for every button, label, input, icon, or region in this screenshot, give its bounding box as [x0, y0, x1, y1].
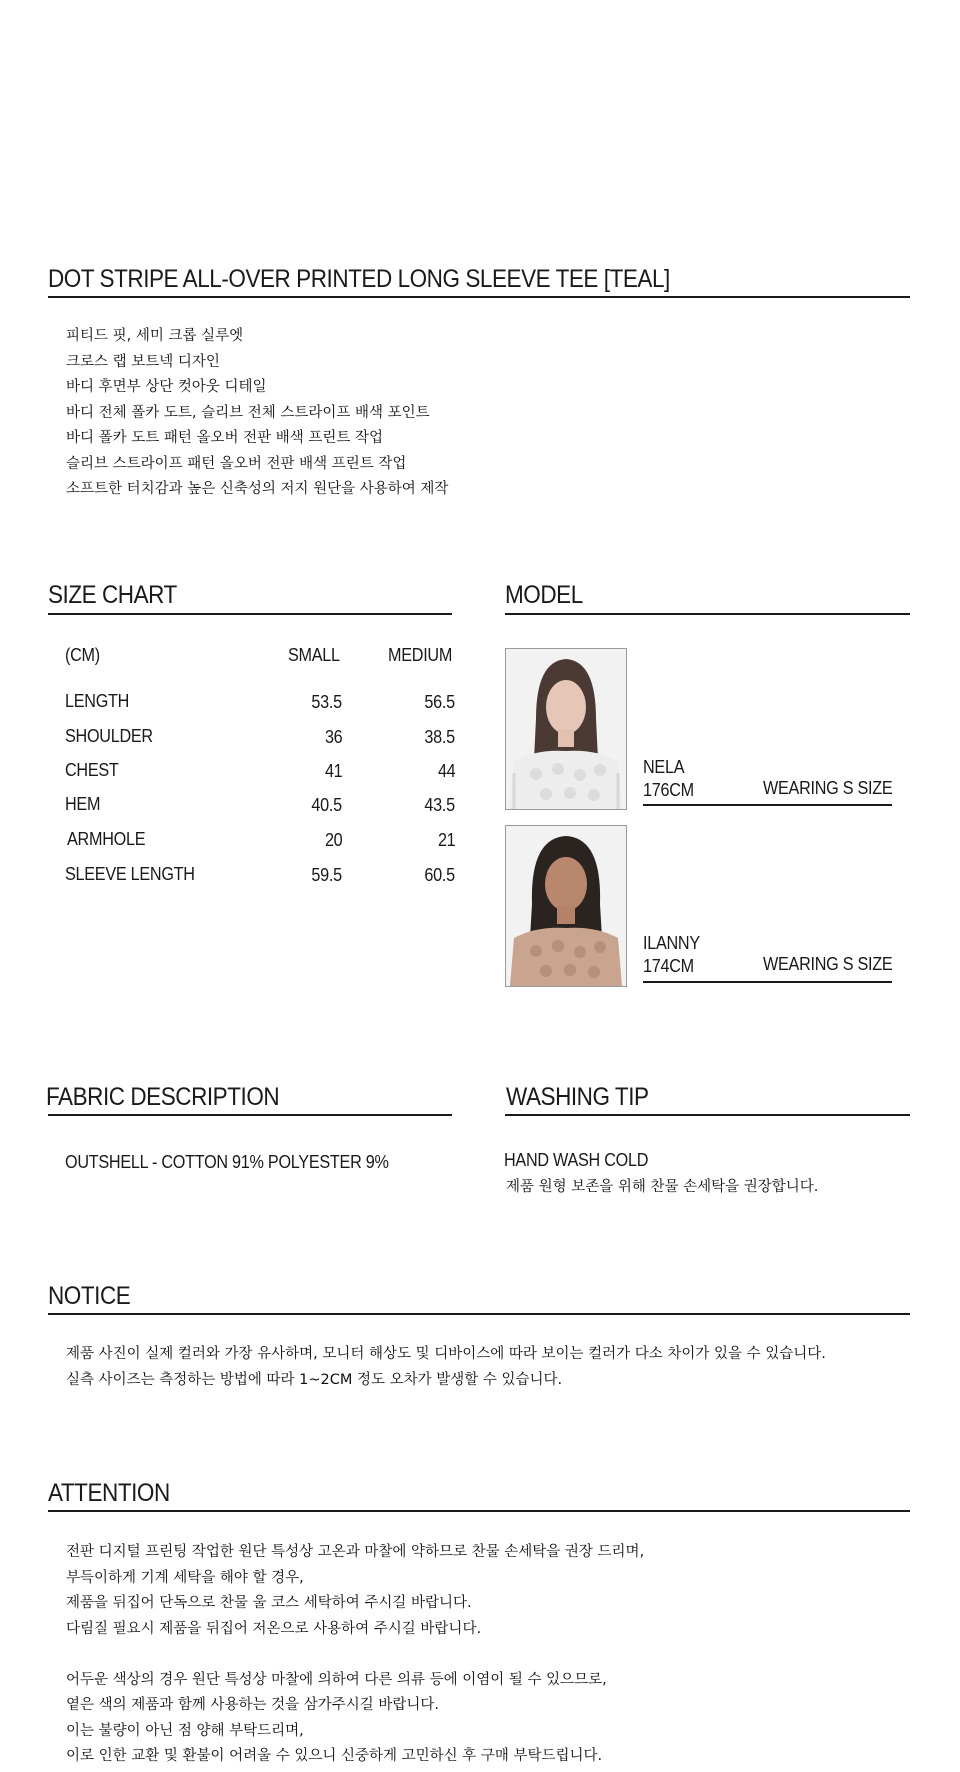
- value-medium: 43.5: [424, 795, 455, 815]
- feature-item: 크로스 랩 보트넥 디자인: [66, 353, 220, 370]
- value-medium: 44: [437, 761, 455, 781]
- attention-line: 어두운 색상의 경우 원단 특성상 마찰에 의하여 다른 의류 등에 이염이 될 수 있으므로,: [66, 1671, 607, 1688]
- attention-line: 이는 불량이 아닌 점 양해 부탁드리며,: [66, 1722, 304, 1739]
- feature-list: [66, 324, 448, 503]
- divider: [48, 1114, 452, 1116]
- row-label: ARMHOLE: [67, 829, 146, 849]
- shirt-dot: [574, 769, 586, 781]
- feature-item: 피티드 핏, 세미 크롭 실루엣: [66, 328, 244, 344]
- value-small: 41: [324, 761, 342, 781]
- attention-line: 전판 디지털 프린팅 작업한 원단 특성상 고온과 마찰에 약하므로 찬물 손세탁을 권장 드리며,: [66, 1544, 645, 1560]
- fabric-title: FABRIC DESCRIPTION: [46, 1083, 280, 1111]
- divider: [505, 1114, 910, 1116]
- shirt-shape: [510, 751, 622, 809]
- shirt-dot: [540, 788, 552, 800]
- shirt-dot: [594, 764, 606, 776]
- model-wearing-size: WEARING S SIZE: [763, 954, 893, 974]
- feature-item: 바디 후면부 상단 컷아웃 디테일: [66, 379, 267, 395]
- notice-text: [66, 1342, 826, 1393]
- product-title: DOT STRIPE ALL-OVER PRINTED LONG SLEEVE TEE [TEAL]: [48, 265, 670, 293]
- shirt-dot: [540, 965, 552, 977]
- shirt-dot: [564, 787, 576, 799]
- divider: [643, 804, 892, 806]
- model-portrait-icon: [506, 826, 626, 986]
- model-height: 176CM: [643, 780, 694, 800]
- value-small: 59.5: [311, 865, 342, 885]
- value-small: 36: [324, 727, 342, 747]
- shirt-dot: [530, 768, 542, 780]
- divider: [48, 1313, 910, 1315]
- attention-text: [66, 1540, 644, 1770]
- feature-item: 슬리브 스트라이프 패턴 올오버 전판 배색 프린트 작업: [66, 455, 407, 472]
- paragraph-gap: [66, 1642, 644, 1668]
- divider: [48, 296, 910, 298]
- value-medium: 21: [437, 830, 455, 850]
- value-medium: 38.5: [424, 727, 455, 747]
- value-medium: 56.5: [424, 692, 455, 712]
- fabric-description: OUTSHELL - COTTON 91% POLYESTER 9%: [65, 1152, 389, 1172]
- unit-label: (CM): [65, 645, 100, 665]
- row-label: SLEEVE LENGTH: [65, 864, 195, 884]
- notice-title: NOTICE: [48, 1282, 131, 1310]
- row-label: HEM: [65, 794, 101, 814]
- value-small: 53.5: [311, 692, 342, 712]
- value-medium: 60.5: [424, 865, 455, 885]
- model-wearing-size: WEARING S SIZE: [763, 778, 893, 798]
- attention-line: 이로 인한 교환 및 환불이 어려울 수 있으니 신중하게 고민하신 후 구매 부탁드립니다.: [66, 1748, 603, 1764]
- shirt-dot: [594, 941, 606, 953]
- shirt-dot: [588, 789, 600, 801]
- size-chart-title: SIZE CHART: [48, 581, 177, 609]
- divider: [505, 613, 910, 615]
- shirt-dot: [552, 763, 564, 775]
- model-name: NELA: [643, 757, 685, 777]
- column-header-small: SMALL: [288, 645, 340, 665]
- feature-item: 바디 전체 폴카 도트, 슬리브 전체 스트라이프 배색 포인트: [66, 404, 430, 421]
- row-label: CHEST: [65, 760, 119, 780]
- model-name: ILANNY: [643, 933, 700, 953]
- attention-title: ATTENTION: [48, 1479, 170, 1507]
- divider: [48, 1510, 910, 1512]
- shirt-dot: [588, 966, 600, 978]
- notice-line: 실측 사이즈는 측정하는 방법에 따라 1~2CM 정도 오차가 발생할 수 있습니다.: [66, 1371, 563, 1388]
- feature-item: 바디 폴카 도트 패턴 올오버 전판 배색 프린트 작업: [66, 430, 384, 446]
- shirt-dot: [552, 940, 564, 952]
- model-photo: [505, 648, 627, 810]
- value-small: 40.5: [311, 795, 342, 815]
- divider: [48, 613, 452, 615]
- attention-line: 제품을 뒤집어 단독으로 찬물 울 코스 세탁하여 주시길 바랍니다.: [66, 1595, 472, 1611]
- column-header-medium: MEDIUM: [388, 645, 453, 665]
- model-title: MODEL: [505, 581, 583, 609]
- washing-instruction: HAND WASH COLD: [504, 1150, 649, 1170]
- attention-line: 부득이하게 기계 세탁을 해야 할 경우,: [66, 1569, 304, 1586]
- shirt-shape: [510, 928, 622, 986]
- row-label: LENGTH: [65, 691, 130, 711]
- attention-line: 다림질 필요시 제품을 뒤집어 저온으로 사용하여 주시길 바랍니다.: [66, 1620, 482, 1637]
- model-portrait-icon: [506, 649, 626, 809]
- model-photo: [505, 825, 627, 987]
- row-label: SHOULDER: [65, 726, 153, 746]
- washing-note: 제품 원형 보존을 위해 찬물 손세탁을 권장합니다.: [506, 1179, 819, 1195]
- value-small: 20: [324, 830, 342, 850]
- shirt-dot: [574, 946, 586, 958]
- shirt-dot: [530, 945, 542, 957]
- washing-tip-title: WASHING TIP: [506, 1083, 649, 1111]
- feature-item: 소프트한 터치감과 높은 신축성의 저지 원단을 사용하여 제작: [66, 481, 449, 497]
- divider: [643, 981, 892, 983]
- model-height: 174CM: [643, 956, 694, 976]
- notice-line: 제품 사진이 실제 컬러와 가장 유사하며, 모니터 해상도 및 디바이스에 따라 보이는 컬러가 다소 차이가 있을 수 있습니다.: [66, 1346, 826, 1362]
- shirt-dot: [564, 964, 576, 976]
- attention-line: 옅은 색의 제품과 함께 사용하는 것을 삼가주시길 바랍니다.: [66, 1697, 440, 1713]
